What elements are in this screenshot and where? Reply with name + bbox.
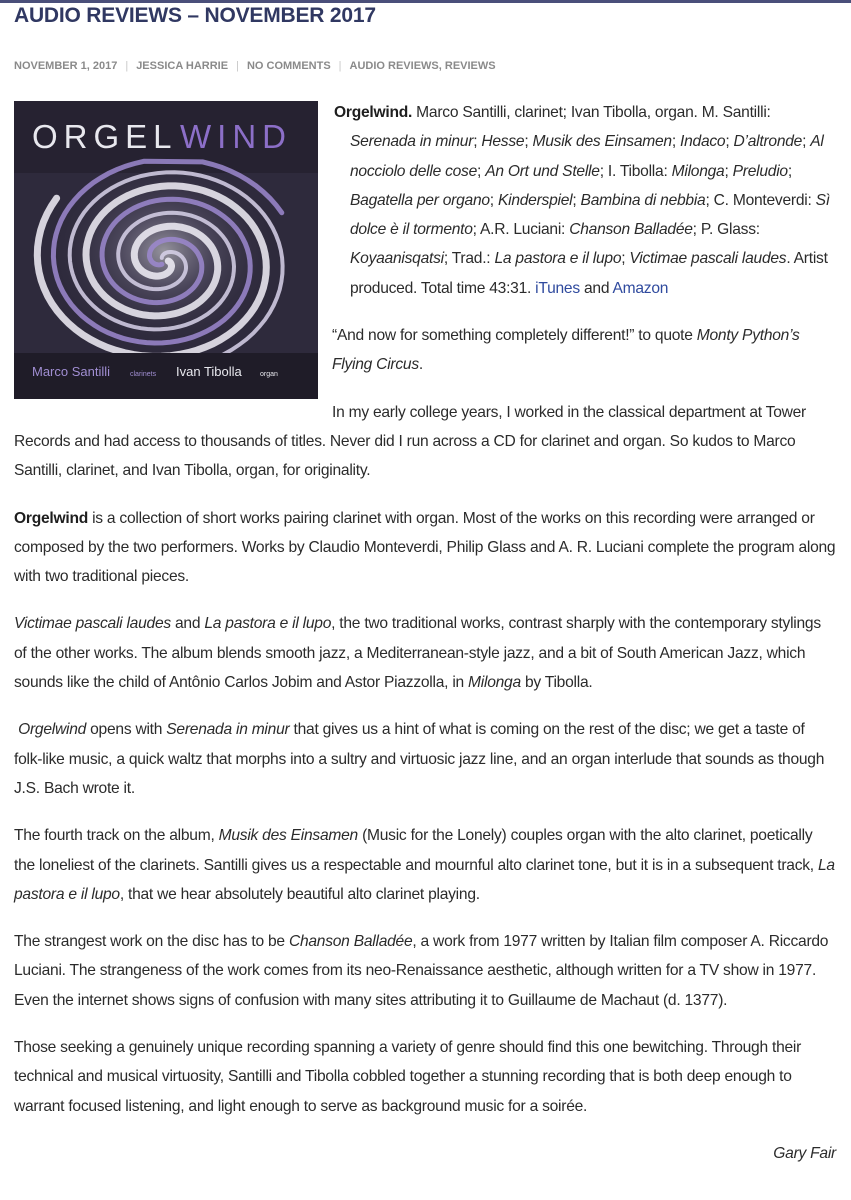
work-title: Bagatella per organo (350, 191, 490, 209)
quoted-title: Monty Python’s Flying Circus (332, 327, 800, 374)
top-border (0, 0, 851, 3)
text: ; (473, 133, 482, 151)
work-title: Al nocciolo delle cose (350, 133, 824, 180)
post-date-link[interactable]: NOVEMBER 1, 2017 (14, 60, 118, 72)
text: . (418, 356, 423, 374)
album-name: Orgelwind (18, 721, 87, 739)
quote-paragraph (332, 321, 836, 380)
meta-separator: | (125, 60, 129, 72)
text: ; (802, 133, 811, 151)
text: ; (787, 162, 792, 180)
review-paragraph-5 (14, 821, 836, 909)
work-title: Kinderspiel (497, 191, 573, 209)
cover-title-part2: WIND (180, 118, 292, 155)
comments-link[interactable]: NO COMMENTS (246, 60, 331, 72)
review-body (14, 98, 836, 1186)
work-title: D’altronde (733, 133, 803, 151)
meta-separator: | (236, 60, 239, 72)
review-paragraph-2 (14, 504, 836, 592)
text: , a work from 1977 written by Italian film composer A. Riccardo Luciani. The strangeness of the work comes from its neo-Renaissance aesthetic, although written for a TV show in 1977. Even the internet shows signs of confusion with many sites attributing it to Guillaume de Machaut (d. 1377). (14, 933, 829, 1009)
text: ; A.R. Luciani: (472, 221, 570, 239)
text: ; (477, 162, 486, 180)
cover-float-spacer (14, 98, 332, 398)
work-title: Chanson Balladée (288, 933, 413, 951)
text: (Music for the Lonely) couples organ with the alto clarinet, poetically the loneliest of the clarinets. Santilli gives us a respectable and mournful alto clarinet tone, but it is in a subsequent track, (14, 827, 818, 874)
album-credits-paragraph (332, 98, 836, 303)
text: ; (572, 191, 581, 209)
work-title: Serenada in minur (350, 133, 474, 151)
post-meta (14, 60, 496, 72)
text: ; (524, 133, 533, 151)
work-title: Musik des Einsamen (532, 133, 672, 151)
work-title: Milonga (671, 162, 725, 180)
itunes-link[interactable]: iTunes (535, 279, 580, 297)
text: . Artist produced. Total time 43:31. (350, 250, 828, 297)
work-title: Milonga (468, 674, 521, 692)
work-title: Musik des Einsamen (218, 827, 358, 845)
text: , the two traditional works, contrast sharply with the contemporary stylings of the other works. The album blends smooth jazz, a Mediterranean-style jazz, and a bit of South American Jazz, which sounds like the child of Antônio Carlos Jobim and Astor Piazzolla, in (14, 615, 821, 692)
meta-separator: | (338, 60, 342, 72)
text: The fourth track on the album, (14, 827, 219, 845)
work-title: Victimae pascali laudes (14, 615, 171, 633)
page-title: AUDIO REVIEWS – NOVEMBER 2017 (14, 4, 376, 27)
work-title: Koyaanisqatsi (350, 250, 444, 268)
work-title: La pastora e il lupo (494, 250, 622, 268)
review-paragraph-4 (14, 715, 836, 803)
text: Marco Santilli, clarinet; Ivan Tibolla, organ. M. Santilli: (412, 104, 771, 121)
work-title: La pastora e il lupo (14, 856, 835, 903)
text: ; I. Tibolla: (599, 162, 672, 180)
text: ; (725, 133, 734, 151)
album-name: Orgelwind. (334, 104, 413, 121)
cover-artist1: Marco Santilli (32, 364, 111, 379)
text: that gives us a hint of what is coming on the rest of the disc; we get a taste of folk-like music, a quick waltz that morphs into a sultry and virtuosic jazz line, and an organ interlude that sounds as though J.S. Bach wrote it. (14, 721, 825, 797)
text: and (170, 615, 205, 633)
text: The strangest work on the disc has to be (14, 933, 289, 951)
cover-artist2: Ivan Tibolla (176, 364, 242, 379)
review-paragraph-3 (14, 609, 836, 697)
work-title: Preludio (732, 162, 788, 180)
text: , that we hear absolutely beautiful alto clarinet playing. (119, 885, 480, 903)
text: opens with (86, 721, 167, 739)
cover-title-part1: ORGEL (32, 118, 178, 155)
author-link[interactable]: JESSICA HARRIE (136, 60, 229, 72)
work-title: Sì dolce è il tormento (350, 191, 830, 239)
review-paragraph-7: Those seeking a genuinely unique recording spanning a variety of genre should find this one bewitching. Through their technical and musical virtuosity, Santilli and Tibolla cobbled together a stunning recording that is both deep enough to warrant focused listening, and light enough to serve as background music for a soirée. (14, 1039, 802, 1115)
work-title: Chanson Balladée (569, 221, 693, 239)
text: “And now for something completely different!” to quote (332, 327, 697, 345)
text: and (579, 279, 613, 297)
categories-link[interactable]: AUDIO REVIEWS, REVIEWS (349, 60, 496, 72)
text: ; (489, 191, 498, 209)
text: ; (671, 133, 681, 151)
text: ; Trad.: (443, 250, 495, 268)
cover-instrument2: organ (260, 371, 278, 378)
text: ; (724, 162, 733, 180)
text: by Tibolla. (520, 674, 593, 692)
work-title: An Ort und Stelle (485, 162, 600, 180)
work-title: Serenada in minur (166, 721, 290, 739)
reviewer-signature: Gary Fair (773, 1144, 836, 1162)
cover-instrument1: clarinets (130, 371, 157, 378)
review-paragraph-1: In my early college years, I worked in the classical department at Tower Records and had access to thousands of titles. Never did I run across a CD for clarinet and organ. So kudos to Marco Santilli, clarinet, and Ivan Tibolla, organ, for originality. (14, 403, 807, 480)
work-title: Hesse (481, 133, 525, 151)
text: ; (621, 250, 630, 268)
work-title: Indaco (680, 133, 726, 151)
text: is a collection of short works pairing clarinet with organ. Most of the works on this recording were arranged or composed by the two performers. Works by Claudio Monteverdi, Philip Glass and A. R. Luciani complete the program along with two traditional pieces. (14, 509, 836, 586)
work-title: Victimae pascali laudes (629, 250, 787, 268)
review-paragraph-6 (14, 927, 836, 1015)
work-title: Bambina di nebbia (580, 191, 706, 209)
work-title: La pastora e il lupo (204, 615, 332, 633)
text: ; P. Glass: (692, 221, 760, 239)
album-name: Orgelwind (14, 509, 88, 527)
amazon-link[interactable]: Amazon (612, 279, 669, 297)
text: ; C. Monteverdi: (705, 191, 816, 209)
